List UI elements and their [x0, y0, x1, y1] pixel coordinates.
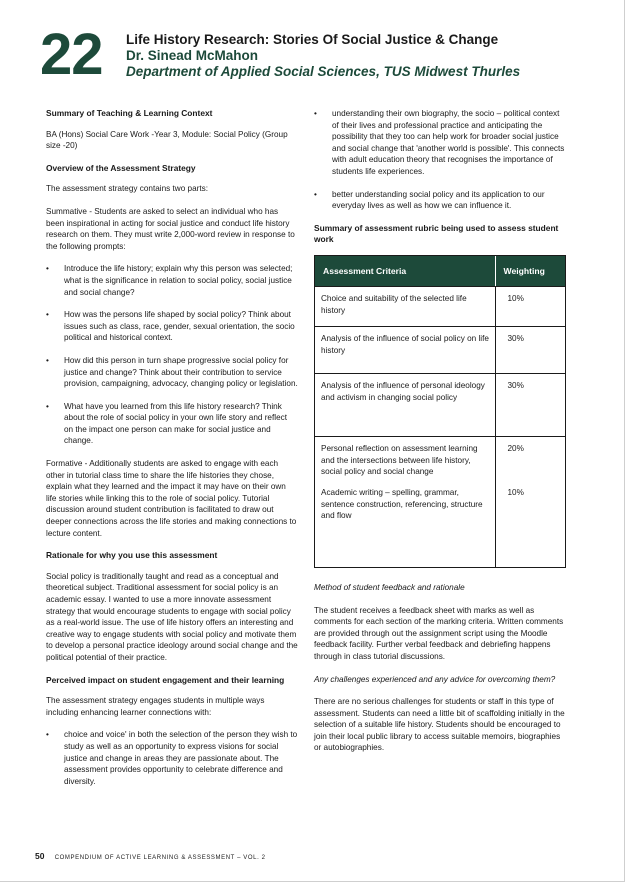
list-item-text: understanding their own biography, the socio – political context of their lives and professional practice and anticipating the possibility that they too can help work for broader social justice and social change that 'another world is possible'. This connects with adult education theory that recognises the importance of students life experiences.	[332, 109, 565, 176]
criteria-cell: Choice and suitability of the selected life history	[315, 286, 496, 326]
chapter-number: 22	[40, 22, 103, 87]
list-item-text: choice and voice' in both the selection of the person they wish to study as well as an opportunity to express visions for social justice and change in areas they are passionate about. The assessment provides opportunity to celebrate difference and diversity.	[64, 730, 298, 786]
course-info: BA (Hons) Social Care Work -Year 3, Module: Social Policy (Group size -20)	[46, 129, 288, 151]
criteria-column-header: Assessment Criteria	[315, 256, 496, 286]
table-row	[315, 326, 565, 373]
compendium-title: COMPENDIUM OF ACTIVE LEARNING & ASSESSMENT – VOL. 2	[54, 855, 266, 861]
article-title: Life History Research: Stories Of Social Justice & Change	[126, 32, 499, 47]
bullet-icon: •	[314, 189, 317, 199]
weighting-cell: 30%	[496, 326, 566, 373]
list-item-text: How was the persons life shaped by social policy? Think about issues such as class, race, gender, sexual orientation, the socio political and historical context.	[64, 310, 295, 343]
list-item	[46, 355, 298, 390]
summative-text: Summative - Students are asked to select an individual who has been inspirational in acting for social justice and conduct life history research on them. They must write 2,000-word review in response to the following prompts:	[46, 206, 295, 251]
page-number: 50	[35, 851, 45, 861]
summary-heading: Summary of Teaching & Learning Context	[46, 108, 213, 118]
rationale-text: Social policy is traditionally taught and read as a conceptual and theoretical subject. Traditional assessment for social policy is an academic essay. I wanted to use a more innovate assessment strategy that would encourage students to engage with social policy as a real-world issue. The use of life history offers an interesting and creative way to engage students with social policy and motivate them to develop a personal practice ideology around social change and the political potential of their practice.	[46, 571, 298, 662]
impact-text: The assessment strategy engages students in multiple ways including enhancing learner connections with:	[46, 696, 265, 717]
weighting-column-header: Weighting	[503, 265, 545, 276]
challenges-heading: Any challenges experienced and any advice for overcoming them?	[314, 674, 556, 684]
header-text	[126, 32, 520, 80]
challenges-text: There are no serious challenges for students or staff in this type of assessment. Students can need a little bit of scaffolding initially in the selection of a suitable life history. Students should be encouraged to join their local public library to access suitable memoirs, biographies or autobiographies.	[314, 697, 565, 753]
overview-heading: Overview of the Assessment Strategy	[46, 162, 196, 173]
page-footer	[35, 851, 266, 861]
impact-heading: Perceived impact on student engagement and their learning	[46, 674, 285, 685]
weighting-cell: 10%	[507, 487, 524, 497]
bullet-icon: •	[46, 264, 49, 274]
bullet-icon: •	[314, 109, 317, 118]
list-item-text: How did this person in turn shape progressive social policy for justice and change? Think about their contribution to service provision, campaigning, advocacy, changing policy or legislation.	[64, 355, 298, 389]
list-item	[314, 189, 566, 212]
bullet-icon: •	[46, 310, 49, 320]
left-column	[46, 108, 298, 798]
list-item	[46, 729, 298, 787]
table-row	[315, 286, 565, 326]
table-row	[315, 373, 565, 436]
rubric-header-row	[315, 256, 565, 286]
list-item-text: What have you learned from this life history research? Think about the role of social policy in your own life story and reflect on the impact one person can make for social justice and change.	[64, 401, 287, 446]
list-item-text: Introduce the life history; explain why this person was selected; what is the significance in relation to social policy, social justice and social change?	[64, 264, 293, 297]
list-item	[314, 108, 566, 178]
criteria-cell: Academic writing – spelling, grammar, sentence construction, referencing, structure and flow	[315, 481, 496, 567]
criteria-cell: Analysis of the influence of social policy on life history	[315, 326, 496, 373]
rationale-heading: Rationale for why you use this assessment	[46, 550, 218, 561]
right-column	[314, 108, 566, 765]
rubric-heading: Summary of assessment rubric being used to assess student work	[314, 222, 559, 245]
table-row	[315, 481, 565, 567]
two-parts-text: The assessment strategy contains two parts:	[46, 184, 209, 194]
rubric-table	[314, 255, 566, 568]
criteria-cell: Personal reflection on assessment learning and the intersections between life history, social policy and social change	[315, 436, 496, 481]
table-row	[315, 436, 565, 481]
department-name: Department of Applied Social Sciences, TUS Midwest Thurles	[126, 64, 521, 79]
feedback-heading: Method of student feedback and rationale	[314, 582, 465, 592]
weighting-cell: 20%	[496, 436, 566, 481]
list-item	[46, 309, 298, 344]
prompt-list	[46, 263, 298, 447]
list-item-text: better understanding social policy and its application to our everyday lives as well as how we can influence it.	[332, 189, 545, 211]
weighting-cell: 30%	[496, 373, 566, 436]
impact-list-continued	[314, 108, 566, 212]
page-header	[40, 22, 600, 87]
weighting-cell: 10%	[496, 286, 566, 326]
bullet-icon: •	[46, 730, 49, 740]
impact-list	[46, 729, 298, 787]
criteria-cell: Analysis of the influence of personal ideology and activism in changing social policy	[315, 373, 496, 436]
list-item	[46, 401, 298, 447]
author-name: Dr. Sinead McMahon	[126, 48, 259, 63]
bullet-icon: •	[46, 401, 49, 411]
feedback-text: The student receives a feedback sheet with marks as well as comments for each section of the marking criteria. Written comments are provided through out the assignment script using the Moodle feedback facility. Further verbal feedback and debriefing happens through in class tutorial discussions.	[314, 605, 564, 661]
bullet-icon: •	[46, 355, 49, 365]
formative-text: Formative - Additionally students are asked to engage with each other in tutorial class time to share the life histories they chose, explain what they learned and the impact it may have on their own life stories while linking this to the role of social policy. Tutorial discussion around student contribution is facilitated to draw out deeper connections across the life stories and making connections to lecture content.	[46, 459, 297, 538]
list-item	[46, 263, 298, 298]
